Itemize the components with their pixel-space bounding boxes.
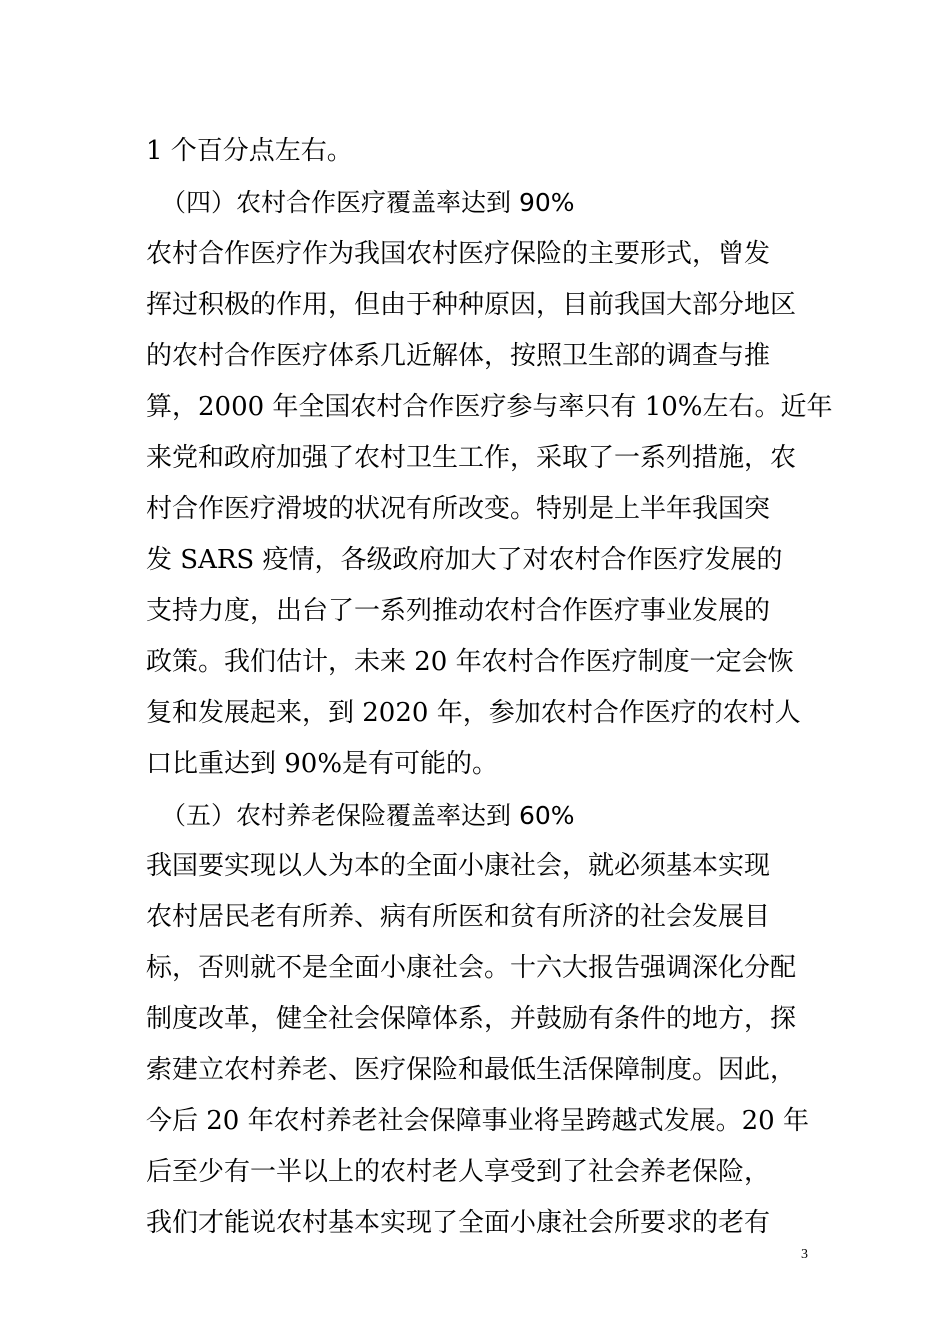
- text-line: 1 个百分点左右。: [146, 136, 353, 166]
- text-line: 农村合作医疗作为我国农村医疗保险的主要形式，曾发: [146, 239, 771, 269]
- text-line: 口比重达到 90%是有可能的。: [146, 749, 499, 779]
- text-line: 来党和政府加强了农村卫生工作，采取了一系列措施，农: [146, 443, 797, 473]
- text-line: 后至少有一半以上的农村老人享受到了社会养老保险，: [146, 1157, 771, 1187]
- text-line: 复和发展起来，到 2020 年，参加农村合作医疗的农村人: [146, 698, 801, 728]
- section-heading-4: （四）农村合作医疗覆盖率达到 90%: [161, 188, 575, 217]
- section-heading-5: （五）农村养老保险覆盖率达到 60%: [161, 801, 575, 830]
- text-line: 发 SARS 疫情，各级政府加大了对农村合作医疗发展的: [146, 545, 783, 575]
- page-number: 3: [801, 1247, 808, 1262]
- text-line: 支持力度，出台了一系列推动农村合作医疗事业发展的: [146, 596, 771, 626]
- text-line: 算，2000 年全国农村合作医疗参与率只有 10%左右。近年: [146, 392, 833, 422]
- text-line: 我们才能说农村基本实现了全面小康社会所要求的老有: [146, 1208, 771, 1238]
- text-line: 今后 20 年农村养老社会保障事业将呈跨越式发展。20 年: [146, 1106, 809, 1136]
- text-line: 村合作医疗滑坡的状况有所改变。特别是上半年我国突: [146, 494, 771, 524]
- text-line: 我国要实现以人为本的全面小康社会，就必须基本实现: [146, 851, 771, 881]
- text-line: 政策。我们估计，未来 20 年农村合作医疗制度一定会恢: [146, 647, 794, 677]
- text-line: 的农村合作医疗体系几近解体，按照卫生部的调查与推: [146, 341, 771, 371]
- text-line: 农村居民老有所养、病有所医和贫有所济的社会发展目: [146, 902, 771, 932]
- text-line: 标，否则就不是全面小康社会。十六大报告强调深化分配: [146, 953, 797, 983]
- text-line: 制度改革，健全社会保障体系，并鼓励有条件的地方，探: [146, 1004, 797, 1034]
- text-line: 挥过积极的作用，但由于种种原因，目前我国大部分地区: [146, 290, 797, 320]
- text-line: 索建立农村养老、医疗保险和最低生活保障制度。因此，: [146, 1055, 797, 1085]
